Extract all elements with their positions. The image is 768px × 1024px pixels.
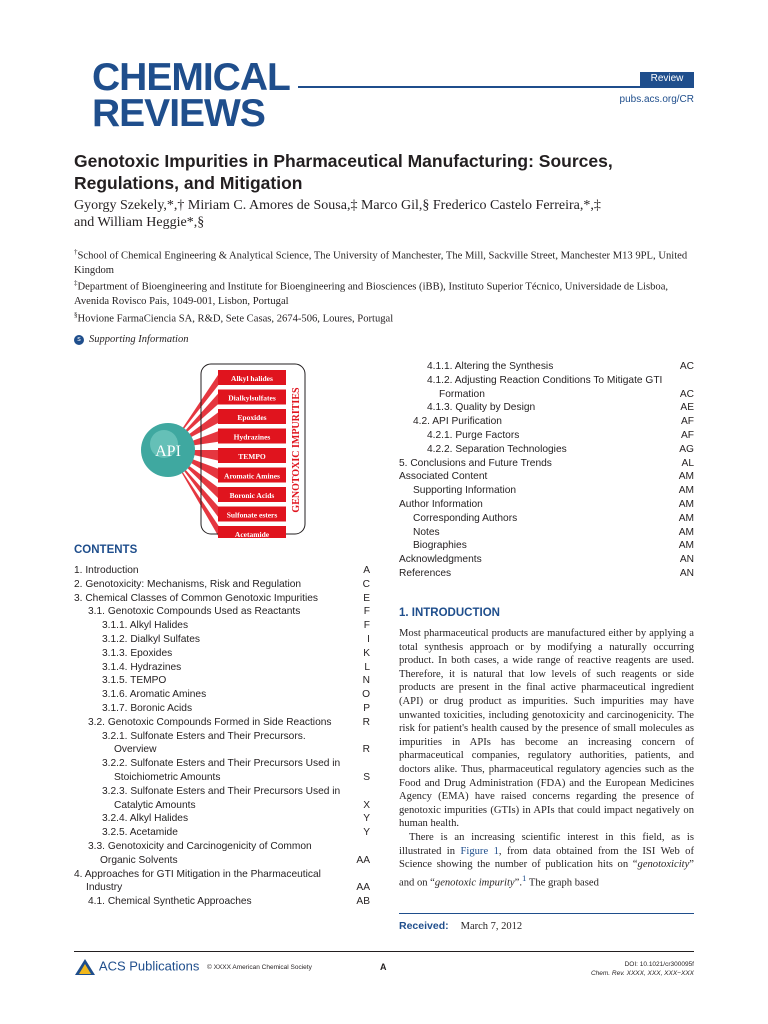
intro-p2-text-d: ”. [514, 877, 522, 889]
toc-entry[interactable] [399, 360, 694, 374]
toc-entry[interactable] [74, 605, 370, 619]
impurity-label: Dialkylsulfates [228, 393, 276, 403]
toc-entry[interactable] [74, 578, 370, 592]
toc-entry-page: F [363, 620, 370, 632]
intro-p2-term-1: genotoxicity [637, 859, 690, 871]
toc-entry-label: 4.1.1. Altering the Synthesis [427, 361, 554, 372]
journal-url[interactable]: pubs.acs.org/CR [619, 94, 694, 105]
affiliation-1 [74, 245, 696, 278]
toc-entry-label: 1. Introduction [74, 565, 139, 576]
footer-rule [74, 951, 694, 952]
toc-entry[interactable] [74, 730, 370, 758]
affiliation-2-text: Department of Bioengineering and Institute for Bioengineering and Biosciences (iBB), Instituto Superior Técnico, Universidade de Lisboa, Avenida Rovisco Pais, 1049-001, Lisbon, Portugal [74, 281, 669, 307]
toc-entry-label: 3.1.7. Boronic Acids [102, 702, 193, 714]
toc-entry-page: R [362, 744, 370, 756]
impurity-labels [218, 370, 286, 538]
toc-entry[interactable] [399, 567, 694, 581]
toc-entry[interactable] [74, 688, 370, 702]
toc-entry-page: AB [356, 896, 370, 908]
page-letter: A [380, 962, 387, 972]
authors-line-2: and William Heggie*,§ [74, 215, 205, 230]
toc-entry-label: 2. Genotoxicity: Mechanisms, Risk and Regulation [74, 578, 302, 590]
toc-entry[interactable] [74, 661, 370, 675]
toc-entry[interactable] [74, 826, 370, 840]
received-label: Received: [399, 920, 449, 932]
toc-entry[interactable] [74, 647, 370, 661]
intro-p2-term-2: genotoxic impurity [434, 877, 515, 889]
affiliation-2 [74, 276, 696, 309]
impurity-label: Aromatic Amines [224, 471, 280, 481]
received-value: March 7, 2012 [460, 921, 523, 932]
toc-entry-label: 4.2.2. Separation Technologies [427, 443, 567, 455]
toc-entry-page: AF [680, 429, 694, 441]
intro-p2-text-c: ” and on “ [399, 859, 694, 889]
toc-entry-page: P [363, 702, 370, 714]
toc-entry-label: 4.1.2. Adjusting Reaction Conditions To Mitigate GTI Formation [427, 374, 663, 400]
toc-left-column [74, 564, 370, 909]
toc-entry[interactable] [74, 868, 370, 896]
logo-line-2: REVIEWS [92, 92, 265, 135]
affiliation-1-text: School of Chemical Engineering & Analytical Science, The University of Manchester, The Mill, Sackville Street, Manchester M13 9PL, United Kingdom [74, 250, 688, 276]
toc-entry-page: F [363, 606, 370, 618]
supporting-info-label: Supporting Information [89, 334, 189, 345]
logo-line-1: CHEMICAL [92, 56, 290, 99]
doi-block [591, 960, 694, 978]
toc-entry-label: 3.1.1. Alkyl Halides [102, 620, 189, 632]
toc-entry[interactable] [399, 553, 694, 567]
impurity-label: Epoxides [237, 413, 267, 422]
intro-p2-text-b: , from data obtained from the ISI Web of Science showing the number of publication hits on “ [399, 845, 695, 871]
toc-entry-page: AC [679, 388, 694, 400]
toc-entry[interactable] [74, 757, 370, 785]
toc-entry-label: Acknowledgments [399, 554, 482, 566]
toc-entry[interactable] [74, 895, 370, 909]
doi[interactable]: DOI: 10.1021/cr300095f [624, 961, 694, 968]
toc-entry-page: Y [363, 813, 370, 825]
toc-entry-page: A [363, 565, 370, 576]
toc-entry-label: 3.2.2. Sulfonate Esters and Their Precursors Used in Stoichiometric Amounts [102, 758, 341, 783]
article-title: Genotoxic Impurities in Pharmaceutical Manufacturing: Sources, Regulations, and Mitigation [74, 151, 613, 193]
reference-1-link[interactable]: 1 [521, 872, 527, 883]
toc-entry-page: O [362, 689, 370, 701]
toc-entry-page: K [363, 647, 370, 659]
toc-entry-page: AN [679, 567, 694, 579]
article-type-badge: Review [640, 72, 694, 86]
toc-entry-label: Biographies [413, 540, 467, 552]
toc-entry[interactable] [399, 526, 694, 540]
toc-entry[interactable] [74, 674, 370, 688]
toc-entry-label: 4. Approaches for GTI Mitigation in the Pharmaceutical Industry [74, 868, 321, 894]
impurity-label: Hydrazines [233, 432, 271, 442]
copyright: © XXXX American Chemical Society [207, 964, 312, 971]
toc-entry-page: I [367, 633, 370, 645]
toc-entry-label: Supporting Information [413, 485, 517, 497]
toc-entry[interactable] [399, 512, 694, 526]
toc-entry[interactable] [74, 812, 370, 826]
toc-entry-page: AN [679, 554, 694, 566]
journal-logo [92, 56, 290, 135]
toc-entry-page: S [363, 771, 370, 783]
toc-entry-label: 3.1.4. Hydrazines [102, 661, 182, 673]
toc-entry-label: 4.2. API Purification [413, 416, 502, 428]
toc-entry-label: 4.1. Chemical Synthetic Approaches [88, 896, 252, 908]
toc-entry-page: AG [679, 443, 694, 455]
acs-triangle-icon [74, 958, 96, 976]
citation: Chem. Rev. XXXX, XXX, XXX−XXX [590, 970, 694, 977]
toc-entry-page: R [362, 716, 370, 728]
supporting-information-link[interactable] [74, 334, 188, 345]
impurity-label: Acetamide [234, 530, 270, 538]
toc-entry-label: 3.2.5. Acetamide [102, 827, 178, 839]
toc-entry-label: 3.2.3. Sulfonate Esters and Their Precursors Used in Catalytic Amounts [102, 785, 341, 811]
intro-p2-text-a: There is an increasing scientific interest in this field, as is illustrated in [399, 831, 694, 857]
toc-entry-label: Associated Content [399, 471, 488, 483]
toc-entry[interactable] [399, 457, 694, 471]
affiliation-3-text: Hovione FarmaCiencia SA, R&D, Sete Casas, 2674-506, Loures, Portugal [77, 313, 394, 325]
toc-entry-label: 3.2.1. Sulfonate Esters and Their Precursors. Overview [102, 730, 306, 756]
intro-paragraph-2 [399, 831, 694, 890]
toc-entry-page: AL [681, 457, 694, 469]
toc-right-column [399, 360, 694, 581]
toc-entry-label: 3.1.3. Epoxides [102, 647, 173, 659]
toc-entry[interactable] [399, 401, 694, 415]
toc-entry-label: 4.2.1. Purge Factors [427, 429, 520, 441]
toc-entry-label: Notes [413, 526, 440, 538]
toc-entry-page: AE [680, 402, 694, 414]
toc-entry[interactable] [74, 564, 370, 578]
affiliation-3-mark: § [74, 311, 78, 319]
author-list [74, 197, 694, 231]
toc-entry-page: C [362, 578, 370, 590]
toc-entry-page: AM [678, 512, 694, 524]
toc-entry-page: AF [680, 416, 694, 428]
affiliation-1-mark: † [74, 248, 78, 256]
figure-1-link[interactable]: Figure 1 [460, 845, 499, 857]
affiliation-3 [74, 308, 696, 327]
impurity-label: Sulfonate esters [226, 510, 278, 520]
toc-entry[interactable] [74, 716, 370, 730]
toc-entry-label: References [399, 567, 452, 579]
affiliation-2-mark: ‡ [74, 279, 78, 287]
toc-entry[interactable] [74, 619, 370, 633]
toc-entry-page: AC [679, 361, 694, 372]
toc-entry[interactable] [399, 374, 694, 402]
toc-graphic [138, 360, 308, 538]
acs-publications-logo [74, 958, 199, 976]
impurity-label: Alkyl halides [231, 374, 273, 383]
toc-entry-label: 5. Conclusions and Future Trends [399, 457, 552, 469]
toc-entry[interactable] [399, 470, 694, 484]
toc-entry-label: Author Information [399, 498, 483, 510]
toc-entry-label: 3.2. Genotoxic Compounds Formed in Side Reactions [88, 716, 332, 728]
genotoxic-impurities-label: GENOTOXIC IMPURITIES [291, 387, 302, 513]
toc-entry-label: 3.1.6. Aromatic Amines [102, 689, 207, 701]
toc-entry-page: AA [356, 882, 370, 894]
toc-entry[interactable] [74, 592, 370, 606]
toc-entry[interactable] [399, 539, 694, 553]
toc-entry[interactable] [399, 443, 694, 457]
impurity-label: Boronic Acids [229, 491, 275, 500]
toc-entry-label: Corresponding Authors [413, 512, 518, 524]
toc-entry-label: 3.1. Genotoxic Compounds Used as Reactants [88, 606, 301, 618]
api-label: API [155, 443, 181, 460]
toc-entry-label: 3.1.5. TEMPO [102, 675, 167, 687]
toc-entry-label: 4.1.3. Quality by Design [427, 402, 536, 414]
publisher-name: ACS Publications [98, 958, 200, 974]
toc-entry-label: 3.1.2. Dialkyl Sulfates [102, 633, 200, 645]
toc-entry[interactable] [399, 484, 694, 498]
toc-entry-label: 3. Chemical Classes of Common Genotoxic Impurities [74, 592, 319, 604]
received-rule [399, 913, 694, 914]
toc-entry[interactable] [74, 840, 370, 868]
received-date [399, 920, 522, 932]
intro-p2-text-e: The graph based [526, 877, 599, 889]
toc-entry-page: AM [678, 526, 694, 538]
header-rule [298, 86, 694, 88]
toc-entry[interactable] [399, 498, 694, 512]
contents-heading: CONTENTS [74, 544, 138, 556]
toc-entry-page: AM [678, 498, 694, 510]
authors-line-1: Gyorgy Szekely,*,† Miriam C. Amores de Sousa,‡ Marco Gil,§ Frederico Castelo Ferreira,*,‡ [74, 198, 601, 213]
toc-entry[interactable] [399, 415, 694, 429]
toc-entry-label: 3.3. Genotoxicity and Carcinogenicity of Common Organic Solvents [88, 840, 312, 866]
toc-entry-page: AA [356, 854, 370, 866]
toc-entry-page: E [363, 592, 370, 604]
toc-entry-page: L [364, 661, 370, 673]
toc-entry-page: N [362, 675, 370, 687]
intro-paragraph-1: Most pharmaceutical products are manufactured either by applying a total synthesis approach or by modifying a naturally occurring product. In both cases, a wide range of reactive reagents are used. Therefore, it is natural that low levels of such reagents or side products are present in the final active pharmaceutical ingredient (API) or drug product as impurities. Such impurities may have unwanted toxicities, including genotoxicity and carcinogenicity. The risk for patient's health caused by the presence of small molecules as impurities in APIs has become an increasing concern of pharmaceutical companies, regulatory authorities, patients, and doctors alike. Thus, pharmaceutical regulatory agencies such as the Food and Drug Administration (FDA) and the European Medicines Agency (EMA) have raised concerns regarding the presence of genotoxic impurities (GTIs) in APIs that could impact negatively on human health. [399, 628, 694, 830]
impurity-label: TEMPO [238, 452, 266, 461]
toc-entry[interactable] [74, 785, 370, 813]
introduction-body [399, 627, 694, 890]
toc-entry-page: AM [678, 485, 694, 497]
supporting-info-icon: s [74, 335, 84, 345]
toc-entry[interactable] [399, 429, 694, 443]
toc-entry-label: 3.2.4. Alkyl Halides [102, 813, 189, 825]
toc-entry-page: AM [678, 540, 694, 552]
toc-entry-page: Y [363, 827, 370, 839]
introduction-heading: 1. INTRODUCTION [399, 607, 500, 619]
toc-entry-page: AM [678, 471, 694, 483]
toc-entry-page: X [363, 799, 370, 811]
toc-entry[interactable] [74, 702, 370, 716]
toc-entry[interactable] [74, 633, 370, 647]
